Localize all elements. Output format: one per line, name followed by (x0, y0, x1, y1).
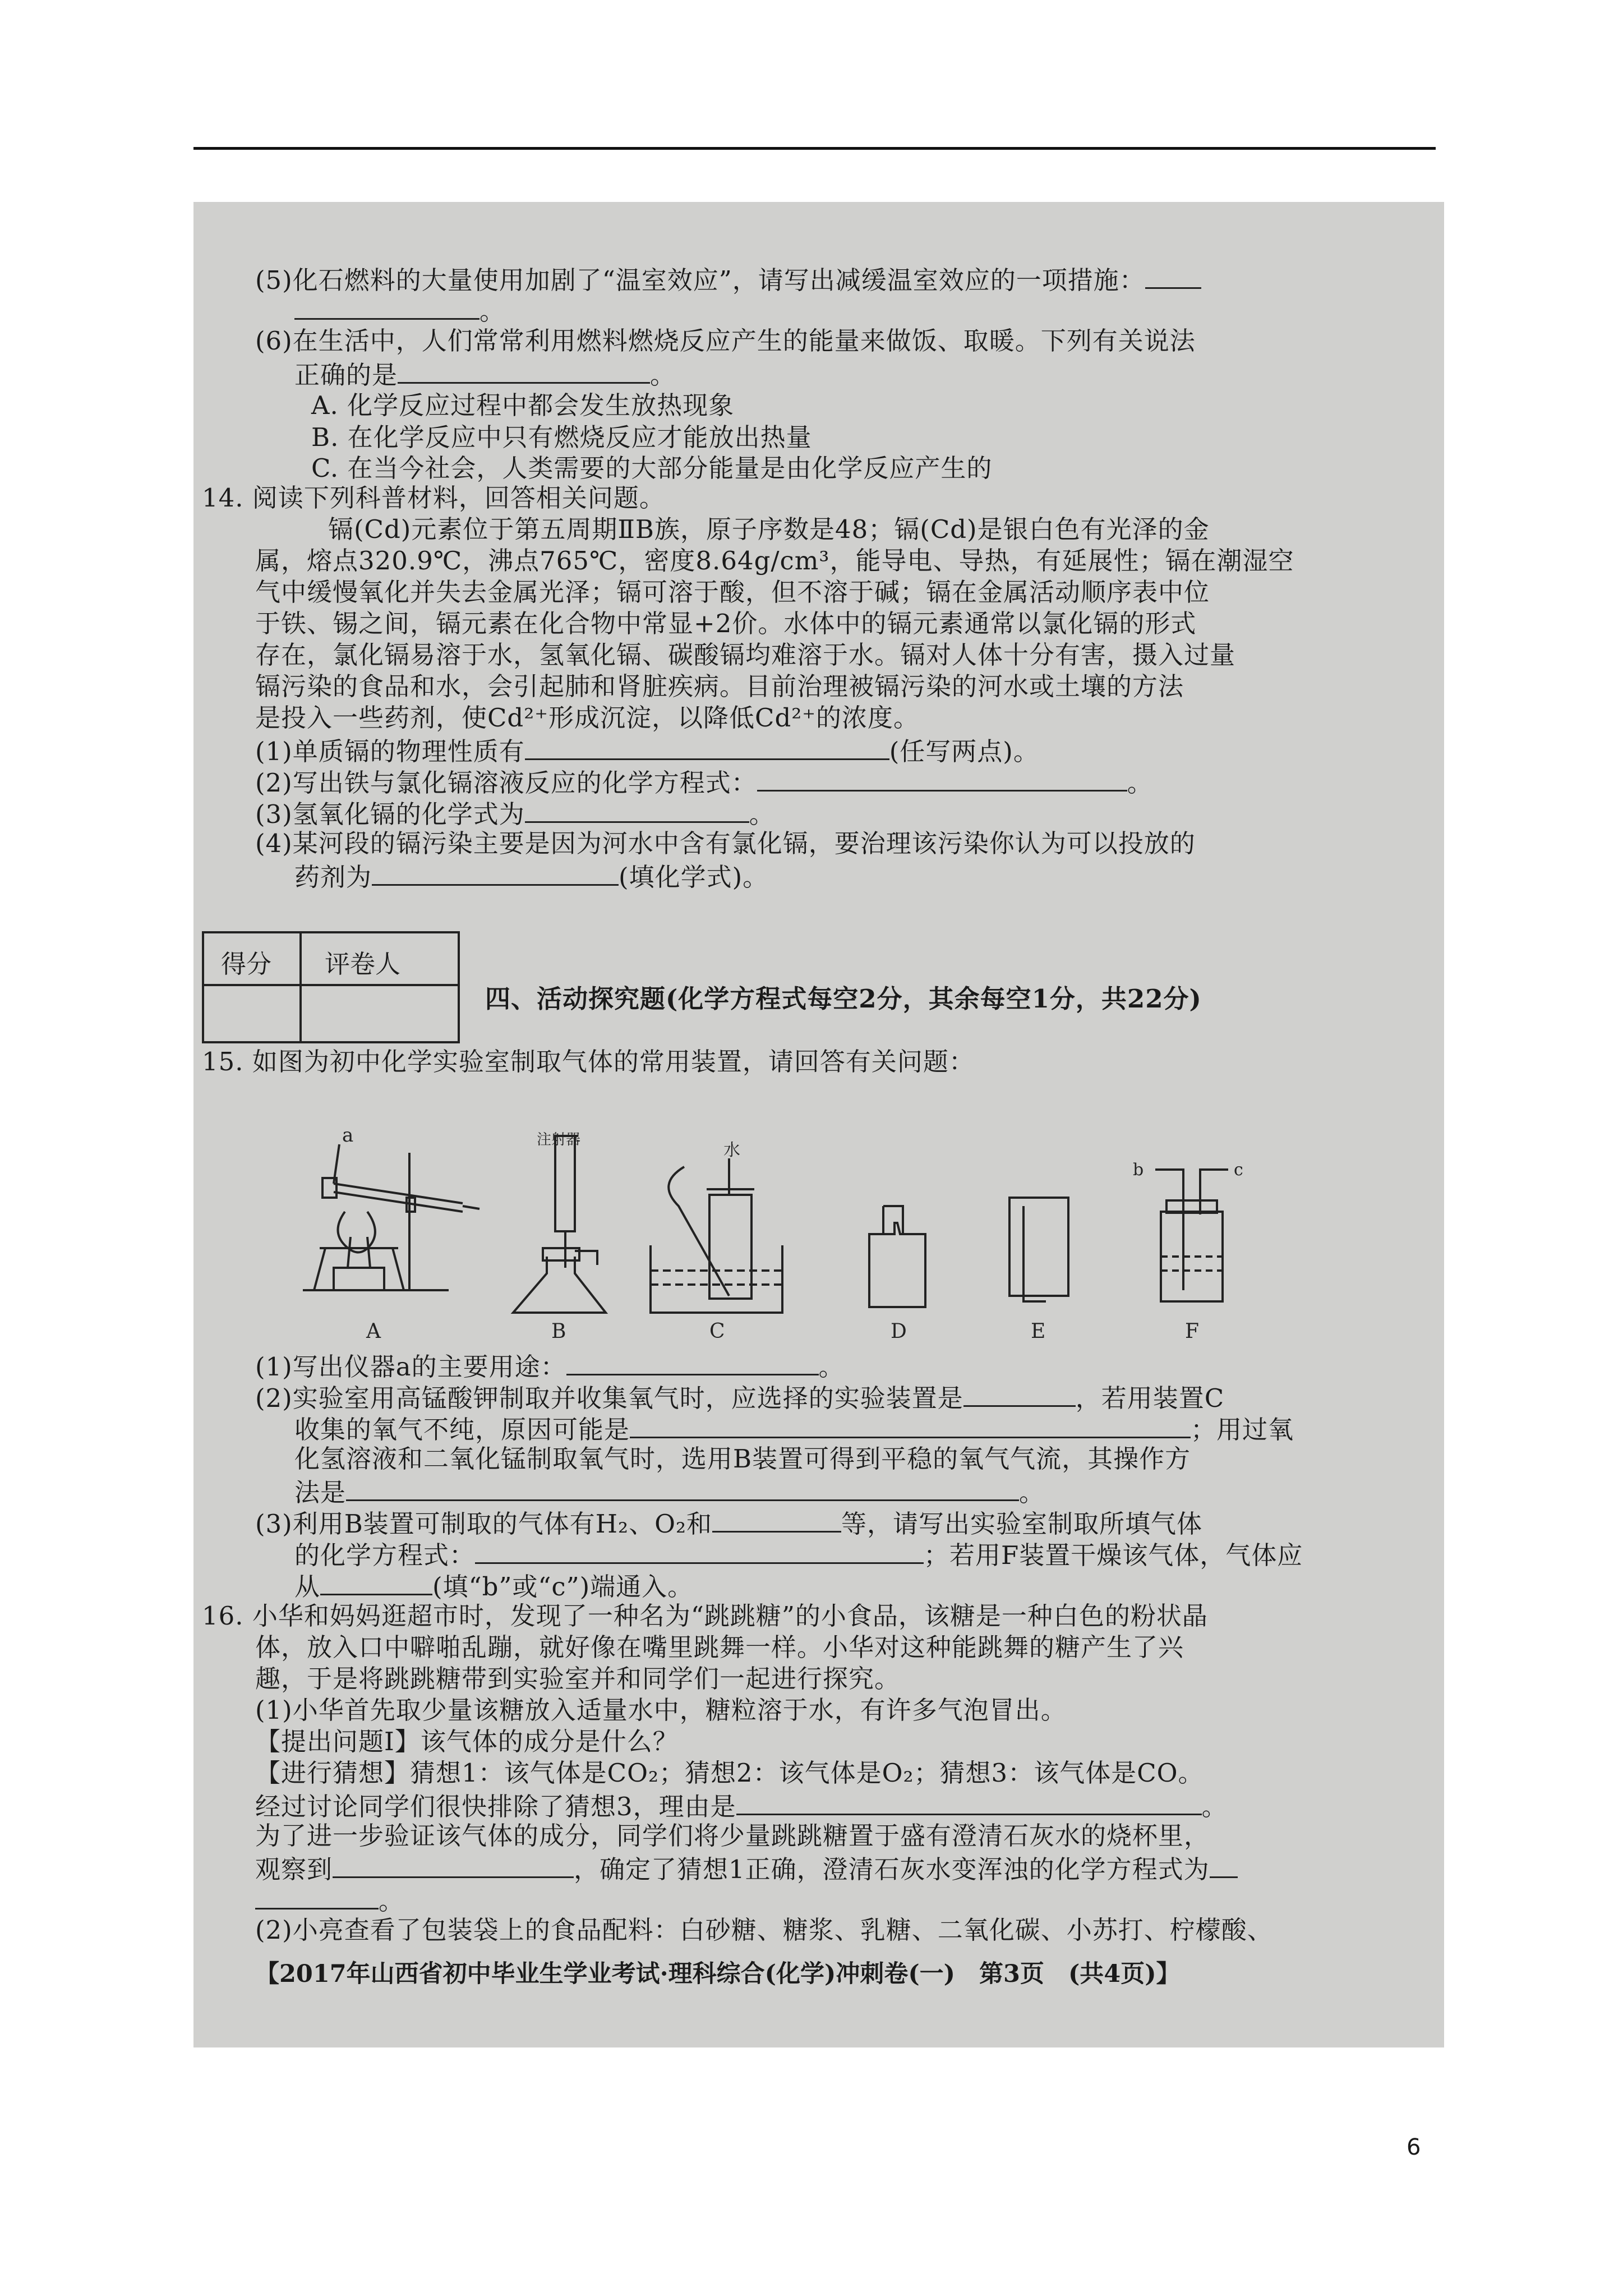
q16-line: 趣，于是将跳跳糖带到实验室并和同学们一起进行探究。 (255, 1664, 901, 1694)
answer-blank[interactable] (963, 1381, 1076, 1407)
q14-material-line: 是投入一些药剂，使Cd²⁺形成沉淀，以降低Cd²⁺的浓度。 (255, 703, 920, 733)
answer-blank[interactable] (525, 797, 749, 823)
gas-apparatus-figure (292, 1122, 1419, 1343)
q15-item3-cont: 的化学方程式： ；若用F装置干燥该气体，气体应 (294, 1538, 1303, 1571)
q14-material-line: 镉污染的食品和水，会引起肺和肾脏疾病。目前治理被镉污染的河水或土壤的方法 (255, 671, 1184, 701)
answer-blank[interactable] (372, 859, 619, 886)
q14-item4-cont: 药剂为 (填化学式)。 (294, 859, 768, 893)
apparatus-f (1133, 1160, 1243, 1343)
label-F: F (1185, 1320, 1199, 1343)
label-a: a (342, 1124, 354, 1147)
answer-blank[interactable] (346, 1475, 1019, 1501)
apparatus-c (651, 1140, 782, 1343)
answer-blank[interactable] (255, 1883, 379, 1910)
label-D: D (891, 1320, 907, 1343)
answer-blank[interactable] (736, 1789, 1202, 1815)
q13-option-a: A. 化学反应过程中都会发生放热现象 (311, 390, 735, 420)
section-4-title: 四、活动探究题(化学方程式每空2分，其余每空1分，共22分) (485, 984, 1202, 1014)
label-B: B (551, 1320, 566, 1343)
apparatus-b (513, 1131, 606, 1343)
q16-line: 经过讨论同学们很快排除了猜想3，理由是 。 (255, 1789, 1228, 1823)
q15-heading: 15. 如图为初中化学实验室制取气体的常用装置，请回答有关问题： (202, 1047, 975, 1076)
label-c: c (1234, 1160, 1243, 1180)
q16-item2: (2)小亮查看了包装袋上的食品配料：白砂糖、糖浆、乳糖、二氧化碳、小苏打、柠檬酸、 (255, 1915, 1273, 1945)
water-label: 水 (723, 1140, 740, 1160)
apparatus-d (869, 1206, 925, 1343)
q14-material-line: 属，熔点320.9℃，沸点765℃，密度8.64g/cm³，能导电、导热，有延展性；镉在潮湿空 (255, 546, 1294, 576)
q15-item2-cont: 化氢溶液和二氧化锰制取氧气时，选用B装置可得到平稳的氧气气流，其操作方 (294, 1444, 1191, 1474)
grader-label: 评卷人 (325, 949, 401, 979)
q13-item5-cont: 。 (294, 293, 505, 327)
q15-item2-cont: 收集的氧气不纯，原因可能是 ；用过氧 (294, 1412, 1294, 1446)
q14-material-line: 镉(Cd)元素位于第五周期ⅡB族，原子序数是48；镉(Cd)是银白色有光泽的金 (328, 514, 1210, 544)
label-E: E (1031, 1320, 1046, 1343)
label-b: b (1133, 1160, 1144, 1180)
answer-blank[interactable] (757, 765, 1127, 792)
q15-item2: (2)实验室用高锰酸钾制取并收集氧气时，应选择的实验装置是 ，若用装置C (255, 1381, 1224, 1414)
q16-line: 体，放入口中噼啪乱蹦，就好像在嘴里跳舞一样。小华对这种能跳舞的糖产生了兴 (255, 1632, 1184, 1662)
q15-item3: (3)利用B装置可制取的气体有H₂、O₂和 等，请写出实验室制取所填气体 (255, 1506, 1202, 1540)
exam-footer: 【2017年山西省初中毕业生学业考试·理科综合(化学)冲刺卷(一) 第3页 (共4页)】 (255, 1960, 1181, 1988)
q15-item3-cont: 从 (填“b”或“c”)端通入。 (294, 1569, 693, 1603)
score-table (202, 931, 460, 1043)
syringe-label: 注射器 (537, 1131, 581, 1148)
q16-hypothesis: 【进行猜想】猜想1：该气体是CO₂；猜想2：该气体是O₂；猜想3：该气体是CO。 (255, 1758, 1204, 1788)
q15-item1: (1)写出仪器a的主要用途： 。 (255, 1349, 845, 1383)
q16-line: 为了进一步验证该气体的成分，同学们将少量跳跳糖置于盛有澄清石灰水的烧杯里， (255, 1821, 1210, 1851)
q14-material-line: 气中缓慢氧化并失去金属光泽；镉可溶于酸，但不溶于碱；镉在金属活动顺序表中位 (255, 577, 1210, 607)
q14-material-line: 存在，氯化镉易溶于水，氢氧化镉、碳酸镉均难溶于水。镉对人体十分有害，摄入过量 (255, 640, 1236, 670)
q16-question: 【提出问题Ⅰ】该气体的成分是什么？ (255, 1727, 679, 1756)
q13-option-b: B. 在化学反应中只有燃烧反应才能放出热量 (311, 422, 812, 452)
q14-item4: (4)某河段的镉污染主要是因为河水中含有氯化镉，要治理该污染你认为可以投放的 (255, 829, 1196, 858)
answer-blank[interactable] (320, 1569, 432, 1595)
page-number: 6 (1407, 2134, 1421, 2160)
q13-item5: (5)化石燃料的大量使用加剧了“温室效应”，请写出减缓温室效应的一项措施： (255, 263, 1201, 296)
apparatus-a (303, 1124, 479, 1343)
q16-line: 16. 小华和妈妈逛超市时，发现了一种名为“跳跳糖”的小食品，该糖是一种白色的粉状晶 (202, 1601, 1208, 1631)
answer-blank[interactable] (294, 293, 479, 320)
answer-blank[interactable] (475, 1538, 924, 1564)
answer-blank[interactable] (630, 1412, 1191, 1438)
q14-item1: (1)单质镉的物理性质有 (任写两点)。 (255, 734, 1039, 767)
label-A: A (366, 1320, 381, 1343)
q14-item3: (3)氢氧化镉的化学式为 。 (255, 797, 775, 830)
answer-blank[interactable] (566, 1349, 819, 1375)
scanned-exam-page (193, 202, 1444, 2047)
q16-line: 。 (255, 1883, 404, 1917)
answer-blank[interactable] (1145, 263, 1201, 289)
label-C: C (709, 1320, 725, 1343)
q13-item6-cont: 正确的是 。 (294, 357, 676, 391)
score-label: 得分 (221, 949, 272, 979)
apparatus-e (1009, 1198, 1068, 1343)
answer-blank[interactable] (398, 357, 650, 384)
q14-heading: 14. 阅读下列科普材料，回答相关问题。 (202, 483, 665, 513)
answer-blank[interactable] (525, 734, 889, 760)
q13-option-c: C. 在当今社会，人类需要的大部分能量是由化学反应产生的 (311, 453, 993, 483)
q14-material-line: 于铁、锡之间，镉元素在化合物中常显+2价。水体中的镉元素通常以氯化镉的形式 (255, 609, 1197, 638)
answer-blank[interactable] (712, 1506, 841, 1533)
q13-item6: (6)在生活中，人们常常利用燃料燃烧反应产生的能量来做饭、取暖。下列有关说法 (255, 326, 1196, 356)
header-rule (193, 147, 1436, 150)
q14-item2: (2)写出铁与氯化镉溶液反应的化学方程式： 。 (255, 765, 1153, 799)
q16-item1: (1)小华首先取少量该糖放入适量水中，糖粒溶于水，有许多气泡冒出。 (255, 1695, 1067, 1725)
q15-item2-cont: 法是 。 (294, 1475, 1045, 1508)
answer-blank[interactable] (333, 1852, 574, 1878)
q16-line: 观察到 ，确定了猜想1正确，澄清石灰水变浑浊的化学方程式为 (255, 1852, 1238, 1885)
answer-blank[interactable] (1210, 1852, 1238, 1878)
